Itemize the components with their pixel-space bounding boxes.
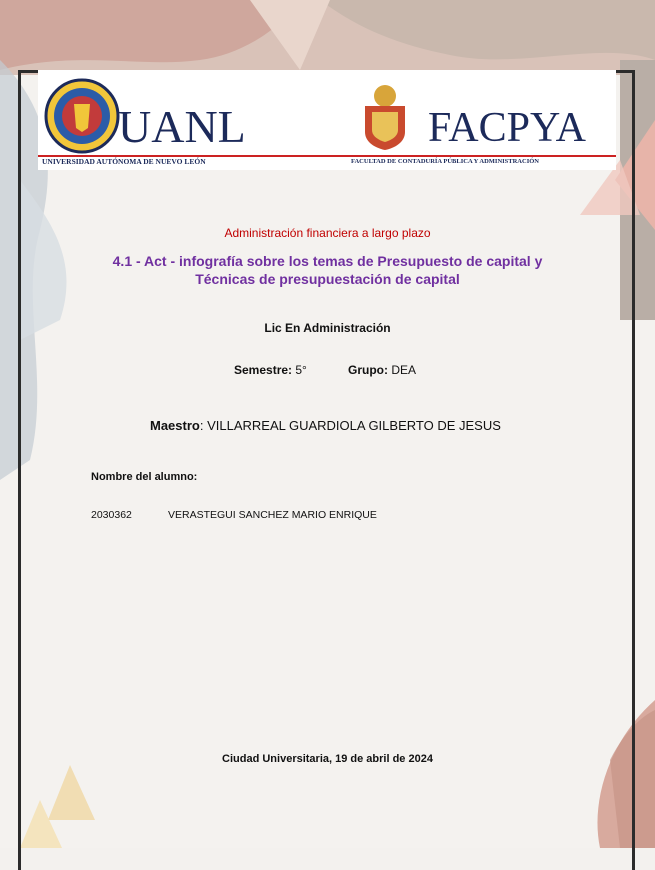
student-id: 2030362 (91, 509, 132, 521)
uanl-logo-text: UANL (118, 101, 246, 152)
activity-title-line-2: Técnicas de presupuestación de capital (195, 271, 460, 287)
page-frame (18, 70, 635, 870)
teacher-name: : VILLARREAL GUARDIOLA GILBERTO DE JESUS (199, 418, 501, 433)
header-divider (38, 155, 616, 157)
semester-info (234, 363, 307, 377)
facpya-shield-icon (360, 82, 410, 152)
teacher-label: Maestro (150, 418, 200, 433)
student-label: Nombre del alumno: (91, 471, 198, 483)
student-name: VERASTEGUI SANCHEZ MARIO ENRIQUE (168, 509, 377, 521)
facpya-fullname: FACULTAD DE CONTADURÍA PÚBLICA Y ADMINISTRACIÓN (351, 158, 539, 165)
uanl-fullname: UNIVERSIDAD AUTÓNOMA DE NUEVO LEÓN (42, 157, 206, 166)
uanl-seal-icon (44, 78, 120, 154)
activity-title-line-1: 4.1 - Act - infografía sobre los temas de Presupuesto de capital y (112, 253, 543, 269)
semester-label: Semestre: (234, 363, 293, 377)
semester-value: 5° (295, 363, 307, 377)
group-value: DEA (391, 363, 417, 377)
career-name: Lic En Administración (264, 321, 391, 335)
group-label: Grupo: (348, 363, 388, 377)
teacher-info (150, 418, 501, 433)
activity-title (80, 252, 575, 288)
place-date: Ciudad Universitaria, 19 de abril de 2024 (222, 753, 433, 765)
group-info (348, 363, 416, 377)
subject-title: Administración financiera a largo plazo (224, 226, 431, 240)
facpya-logo-text: FACPYA (428, 105, 586, 151)
